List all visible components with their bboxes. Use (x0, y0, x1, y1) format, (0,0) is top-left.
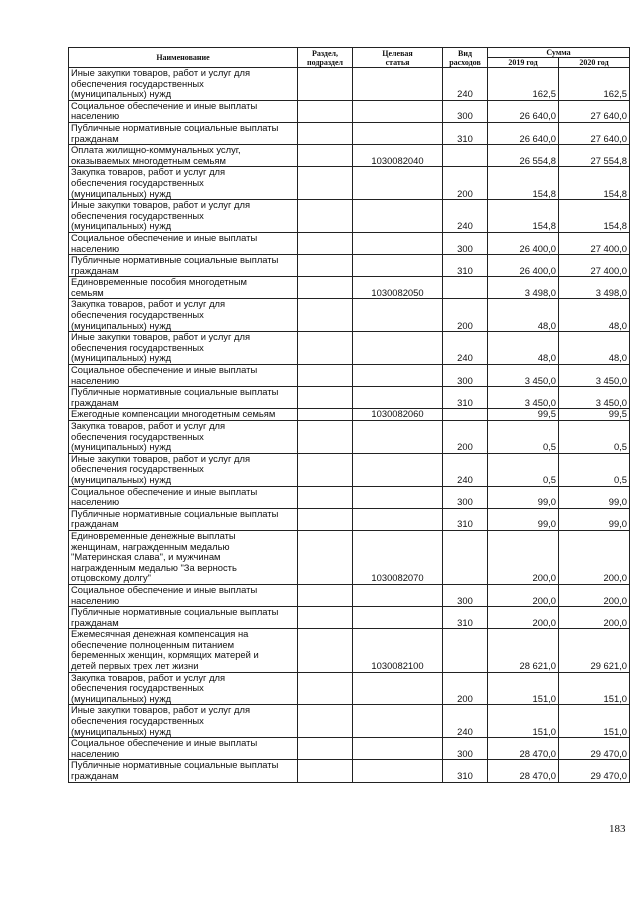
row-amount-2020: 29 621,0 (559, 629, 630, 672)
row-amount-2019: 154,8 (488, 200, 559, 233)
row-amount-2019: 28 470,0 (488, 738, 559, 760)
row-amount-2020: 27 640,0 (559, 122, 630, 144)
row-amount-2020: 151,0 (559, 672, 630, 705)
row-section (298, 122, 353, 144)
row-amount-2019: 26 554,8 (488, 145, 559, 167)
row-amount-2020: 48,0 (559, 299, 630, 332)
row-section (298, 255, 353, 277)
row-section (298, 508, 353, 530)
row-target-article (353, 200, 443, 233)
row-target-article (353, 486, 443, 508)
table-row (69, 387, 630, 409)
row-amount-2019: 0,5 (488, 453, 559, 486)
row-target-article (353, 584, 443, 606)
row-expense-type: 300 (443, 232, 488, 254)
row-expense-type: 310 (443, 760, 488, 782)
row-section (298, 584, 353, 606)
row-target-article: 1030082050 (353, 277, 443, 299)
row-target-article (353, 122, 443, 144)
row-amount-2019: 99,0 (488, 508, 559, 530)
row-amount-2020: 3 450,0 (559, 387, 630, 409)
row-amount-2019: 48,0 (488, 299, 559, 332)
table-row (69, 365, 630, 387)
table-row (69, 738, 630, 760)
row-section (298, 277, 353, 299)
row-expense-type: 300 (443, 100, 488, 122)
row-name: Закупка товаров, работ и услуг для обеспечения государственных (муниципальных) нужд (69, 167, 298, 200)
row-amount-2020: 154,8 (559, 167, 630, 200)
row-expense-type (443, 530, 488, 584)
row-amount-2019: 28 470,0 (488, 760, 559, 782)
row-amount-2020: 99,5 (559, 409, 630, 421)
row-expense-type: 310 (443, 387, 488, 409)
table-row (69, 760, 630, 782)
row-amount-2020: 0,5 (559, 421, 630, 454)
row-name: Публичные нормативные социальные выплаты гражданам (69, 760, 298, 782)
row-amount-2020: 27 640,0 (559, 100, 630, 122)
row-section (298, 530, 353, 584)
row-amount-2019: 28 621,0 (488, 629, 559, 672)
row-name: Ежемесячная денежная компенсация на обеспечение полноценным питанием беременных женщин, кормящих матерей и детей первых трех лет жизни (69, 629, 298, 672)
row-target-article (353, 421, 443, 454)
row-amount-2019: 151,0 (488, 672, 559, 705)
row-section (298, 167, 353, 200)
table-row (69, 421, 630, 454)
row-name: Ежегодные компенсации многодетным семьям (69, 409, 298, 421)
row-target-article: 1030082060 (353, 409, 443, 421)
table-row (69, 486, 630, 508)
row-amount-2020: 151,0 (559, 705, 630, 738)
row-expense-type: 240 (443, 68, 488, 101)
row-amount-2020: 27 400,0 (559, 232, 630, 254)
row-target-article (353, 100, 443, 122)
header-name: Наименование (69, 48, 298, 68)
header-year-2019: 2019 год (488, 58, 559, 68)
row-target-article (353, 453, 443, 486)
header-year-2020: 2020 год (559, 58, 630, 68)
row-target-article (353, 255, 443, 277)
table-header (69, 48, 630, 68)
row-target-article (353, 705, 443, 738)
row-amount-2019: 200,0 (488, 530, 559, 584)
row-expense-type: 310 (443, 607, 488, 629)
row-target-article (353, 68, 443, 101)
row-section (298, 332, 353, 365)
row-expense-type: 240 (443, 200, 488, 233)
row-expense-type (443, 277, 488, 299)
row-name: Закупка товаров, работ и услуг для обеспечения государственных (муниципальных) нужд (69, 672, 298, 705)
row-target-article (353, 332, 443, 365)
row-expense-type: 240 (443, 705, 488, 738)
row-section (298, 100, 353, 122)
row-expense-type: 300 (443, 584, 488, 606)
row-name: Публичные нормативные социальные выплаты гражданам (69, 387, 298, 409)
row-expense-type: 200 (443, 167, 488, 200)
table-row (69, 299, 630, 332)
row-target-article (353, 299, 443, 332)
row-name: Публичные нормативные социальные выплаты гражданам (69, 607, 298, 629)
row-amount-2019: 200,0 (488, 584, 559, 606)
row-target-article (353, 738, 443, 760)
row-amount-2019: 26 640,0 (488, 122, 559, 144)
row-name: Социальное обеспечение и иные выплаты населению (69, 100, 298, 122)
row-expense-type (443, 629, 488, 672)
row-amount-2019: 3 450,0 (488, 387, 559, 409)
row-section (298, 232, 353, 254)
row-section (298, 738, 353, 760)
row-expense-type: 300 (443, 365, 488, 387)
row-target-article (353, 760, 443, 782)
row-expense-type: 200 (443, 299, 488, 332)
row-target-article (353, 167, 443, 200)
table-row (69, 409, 630, 421)
row-amount-2019: 3 450,0 (488, 365, 559, 387)
page-number: 183 (609, 823, 626, 835)
row-section (298, 145, 353, 167)
row-name: Социальное обеспечение и иные выплаты населению (69, 365, 298, 387)
table-row (69, 705, 630, 738)
row-expense-type: 310 (443, 255, 488, 277)
row-target-article (353, 672, 443, 705)
header-sum: Сумма (488, 48, 630, 58)
row-section (298, 453, 353, 486)
row-amount-2019: 99,5 (488, 409, 559, 421)
row-expense-type (443, 145, 488, 167)
row-amount-2019: 26 400,0 (488, 255, 559, 277)
row-name: Закупка товаров, работ и услуг для обеспечения государственных (муниципальных) нужд (69, 421, 298, 454)
row-amount-2019: 151,0 (488, 705, 559, 738)
header-expense-type: Вид расходов (443, 48, 488, 68)
row-name: Единовременные денежные выплаты женщинам, награжденным медалью "Материнская слава", и мужчинам награжденным медалью "За верность отцовскому долгу" (69, 530, 298, 584)
row-target-article: 1030082070 (353, 530, 443, 584)
row-section (298, 409, 353, 421)
row-expense-type: 310 (443, 508, 488, 530)
header-target: Целевая статья (353, 48, 443, 68)
table-row (69, 167, 630, 200)
row-name: Иные закупки товаров, работ и услуг для обеспечения государственных (муниципальных) нужд (69, 200, 298, 233)
row-amount-2020: 154,8 (559, 200, 630, 233)
row-amount-2019: 99,0 (488, 486, 559, 508)
table-row (69, 453, 630, 486)
row-expense-type: 200 (443, 672, 488, 705)
row-name: Единовременные пособия многодетным семьям (69, 277, 298, 299)
row-name: Иные закупки товаров, работ и услуг для обеспечения государственных (муниципальных) нужд (69, 68, 298, 101)
row-section (298, 365, 353, 387)
row-section (298, 387, 353, 409)
row-amount-2020: 48,0 (559, 332, 630, 365)
row-target-article (353, 387, 443, 409)
row-name: Социальное обеспечение и иные выплаты населению (69, 584, 298, 606)
table-row (69, 255, 630, 277)
row-amount-2020: 99,0 (559, 486, 630, 508)
table-body (69, 68, 630, 783)
table-row (69, 629, 630, 672)
row-expense-type: 200 (443, 421, 488, 454)
row-amount-2020: 99,0 (559, 508, 630, 530)
row-name: Социальное обеспечение и иные выплаты населению (69, 486, 298, 508)
row-amount-2019: 0,5 (488, 421, 559, 454)
row-expense-type: 300 (443, 738, 488, 760)
table-row (69, 68, 630, 101)
table-row (69, 672, 630, 705)
table-row (69, 607, 630, 629)
row-section (298, 607, 353, 629)
row-name: Социальное обеспечение и иные выплаты населению (69, 738, 298, 760)
row-amount-2019: 154,8 (488, 167, 559, 200)
budget-table (68, 47, 630, 783)
table-row (69, 200, 630, 233)
row-name: Иные закупки товаров, работ и услуг для обеспечения государственных (муниципальных) нужд (69, 453, 298, 486)
row-amount-2020: 27 554,8 (559, 145, 630, 167)
row-target-article (353, 232, 443, 254)
row-amount-2020: 200,0 (559, 530, 630, 584)
row-section (298, 629, 353, 672)
table-row (69, 584, 630, 606)
table-row (69, 145, 630, 167)
row-amount-2020: 162,5 (559, 68, 630, 101)
row-amount-2019: 162,5 (488, 68, 559, 101)
row-amount-2020: 200,0 (559, 607, 630, 629)
table-row (69, 530, 630, 584)
row-section (298, 705, 353, 738)
row-amount-2020: 0,5 (559, 453, 630, 486)
row-name: Публичные нормативные социальные выплаты гражданам (69, 508, 298, 530)
row-section (298, 68, 353, 101)
row-amount-2020: 29 470,0 (559, 760, 630, 782)
row-expense-type (443, 409, 488, 421)
table-row (69, 122, 630, 144)
row-name: Иные закупки товаров, работ и услуг для обеспечения государственных (муниципальных) нужд (69, 705, 298, 738)
table-row (69, 332, 630, 365)
row-expense-type: 310 (443, 122, 488, 144)
row-name: Социальное обеспечение и иные выплаты населению (69, 232, 298, 254)
table-row (69, 232, 630, 254)
row-name: Иные закупки товаров, работ и услуг для обеспечения государственных (муниципальных) нужд (69, 332, 298, 365)
row-name: Публичные нормативные социальные выплаты гражданам (69, 122, 298, 144)
row-expense-type: 240 (443, 332, 488, 365)
row-section (298, 200, 353, 233)
row-section (298, 486, 353, 508)
row-amount-2020: 3 498,0 (559, 277, 630, 299)
row-amount-2019: 3 498,0 (488, 277, 559, 299)
row-amount-2020: 200,0 (559, 584, 630, 606)
row-amount-2020: 27 400,0 (559, 255, 630, 277)
row-target-article (353, 508, 443, 530)
row-name: Закупка товаров, работ и услуг для обеспечения государственных (муниципальных) нужд (69, 299, 298, 332)
row-amount-2020: 3 450,0 (559, 365, 630, 387)
row-expense-type: 240 (443, 453, 488, 486)
row-expense-type: 300 (443, 486, 488, 508)
row-section (298, 760, 353, 782)
row-amount-2020: 29 470,0 (559, 738, 630, 760)
row-amount-2019: 200,0 (488, 607, 559, 629)
row-section (298, 421, 353, 454)
row-amount-2019: 26 400,0 (488, 232, 559, 254)
row-section (298, 672, 353, 705)
row-name: Оплата жилищно-коммунальных услуг, оказываемых многодетным семьям (69, 145, 298, 167)
row-target-article: 1030082100 (353, 629, 443, 672)
table-row (69, 508, 630, 530)
row-name: Публичные нормативные социальные выплаты гражданам (69, 255, 298, 277)
row-target-article (353, 365, 443, 387)
row-target-article: 1030082040 (353, 145, 443, 167)
table-row (69, 100, 630, 122)
table-row (69, 277, 630, 299)
row-target-article (353, 607, 443, 629)
header-section: Раздел, подраздел (298, 48, 353, 68)
row-amount-2019: 48,0 (488, 332, 559, 365)
row-amount-2019: 26 640,0 (488, 100, 559, 122)
row-section (298, 299, 353, 332)
